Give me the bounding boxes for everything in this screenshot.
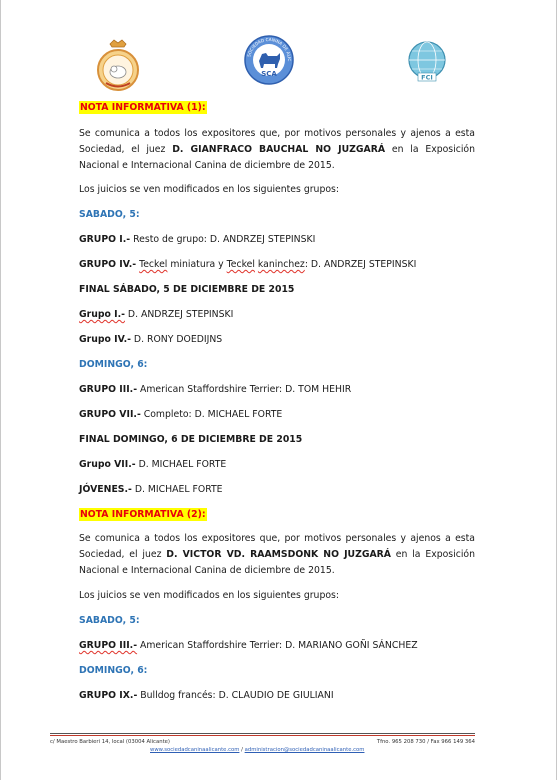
note2-saturday: SABADO, 5: [79,615,140,626]
group-text: American Staffordshire Terrier: D. MARIANO GOÑI SÁNCHEZ [137,640,418,651]
note1-group-i [79,232,475,248]
group-text: Resto de grupo: D. ANDRZEJ STEPINSKI [130,234,316,245]
group-label: Grupo I.- [79,309,125,320]
fci-abbr: FCI [421,73,433,82]
group-text: American Staffordshire Terrier: D. TOM HEHIR [137,384,352,395]
fci-logo [407,40,447,86]
spellcheck-word: Teckel [139,259,168,270]
note2-heading-line [79,507,475,523]
note1-final-sunday: FINAL DOMINGO, 6 DE DICIEMBRE DE 2015 [79,434,303,445]
group-text: D. MICHAEL FORTE [131,484,223,495]
group-text: Bulldog francés: D. CLAUDIO DE GIULIANI [137,690,334,701]
group-label: JÓVENES.- [79,484,132,495]
note1-final-sat-group-i [79,307,475,323]
note2-judge: D. VICTOR VD. RAAMSDONK NO JUZGARÁ [166,549,391,560]
note1-young [79,482,475,498]
footer-phones: Tfno. 965 208 730 / Fax 966 149 364 [376,739,475,745]
group-label: GRUPO VII.- [79,409,141,420]
footer-address: c/ Maestro Barbieri 14, local (03004 Alicante) [50,739,170,745]
group-label: Grupo IV.- [79,334,131,345]
group-label: GRUPO IV.- [79,259,137,270]
footer-rule-red [50,735,475,736]
note2-intro-a: Se comunica a todos los expositores que, por motivos personales y ajenos a esta Sociedad, el juez [79,533,475,560]
note2-sunday: DOMINGO, 6: [79,665,148,676]
note1-final-sat-group-iv [79,332,475,348]
sca-logo [244,28,294,90]
footer-separator: / [241,747,243,753]
rsce-logo [96,38,140,94]
logo-row [0,28,557,98]
website-link[interactable]: www.sociedadcaninaalicante.com [150,747,240,753]
note1-group-iv: GRUPO IV.- Teckel miniatura y Teckel kaninchez: D. ANDRZEJ STEPINSKI [79,259,417,270]
group-label: GRUPO IX.- [79,690,138,701]
note2-group-ix [79,688,475,704]
note1-intro-b: en la Exposición Nacional e Internacional Canina de diciembre de 2015. [79,144,475,171]
group-label: GRUPO III.- [79,640,138,651]
group-text: D. ANDRZEJ STEPINSKI [124,309,234,320]
group-label: GRUPO III.- [79,384,138,395]
note2-intro-b: en la Exposición Nacional e Internacional Canina de diciembre de 2015. [79,549,475,576]
group-text: D. RONY DOEDIJNS [130,334,223,345]
note1-final-sun-group-vii [79,457,475,473]
note1-heading: NOTA INFORMATIVA (1): [80,102,206,113]
spellcheck-word: kaninchez [257,259,305,270]
note1-final-saturday: FINAL SÁBADO, 5 DE DICIEMBRE DE 2015 [79,284,295,295]
sca-abbr: SCA [261,70,277,78]
note2-group-iii [79,638,475,654]
note2-intro [79,531,475,579]
note1-intro-a: Se comunica a todos los expositores que, por motivos personales y ajenos a esta Sociedad, el juez [79,128,475,155]
note1-intro [79,126,475,174]
spellcheck-word: Teckel [226,259,255,270]
footer-rule [50,733,475,734]
email-link[interactable]: administracion@sociedadcaninaalicante.com [244,747,365,753]
page-left-edge [0,0,1,780]
note1-sunday: DOMINGO, 6: [79,359,148,370]
note1-judge: D. GIANFRACO BAUCHAL NO JUZGARÁ [172,144,386,155]
sca-ring-text: SOCIEDAD CANINA DE ALIC [246,36,293,62]
group-text: D. MICHAEL FORTE [135,459,227,470]
note2-heading: NOTA INFORMATIVA (2): [80,509,206,520]
group-text: Completo: D. MICHAEL FORTE [140,409,283,420]
note1-group-iii [79,382,475,398]
note1-groups-intro: Los juicios se ven modificados en los siguientes grupos: [79,184,340,195]
footer-links [150,746,364,754]
note2-groups-intro: Los juicios se ven modificados en los siguientes grupos: [79,590,340,601]
note1-group-vii [79,407,475,423]
group-label: Grupo VII.- [79,459,136,470]
note1-heading-line [79,100,475,116]
group-label: GRUPO I.- [79,234,131,245]
note1-saturday: SABADO, 5: [79,209,140,220]
